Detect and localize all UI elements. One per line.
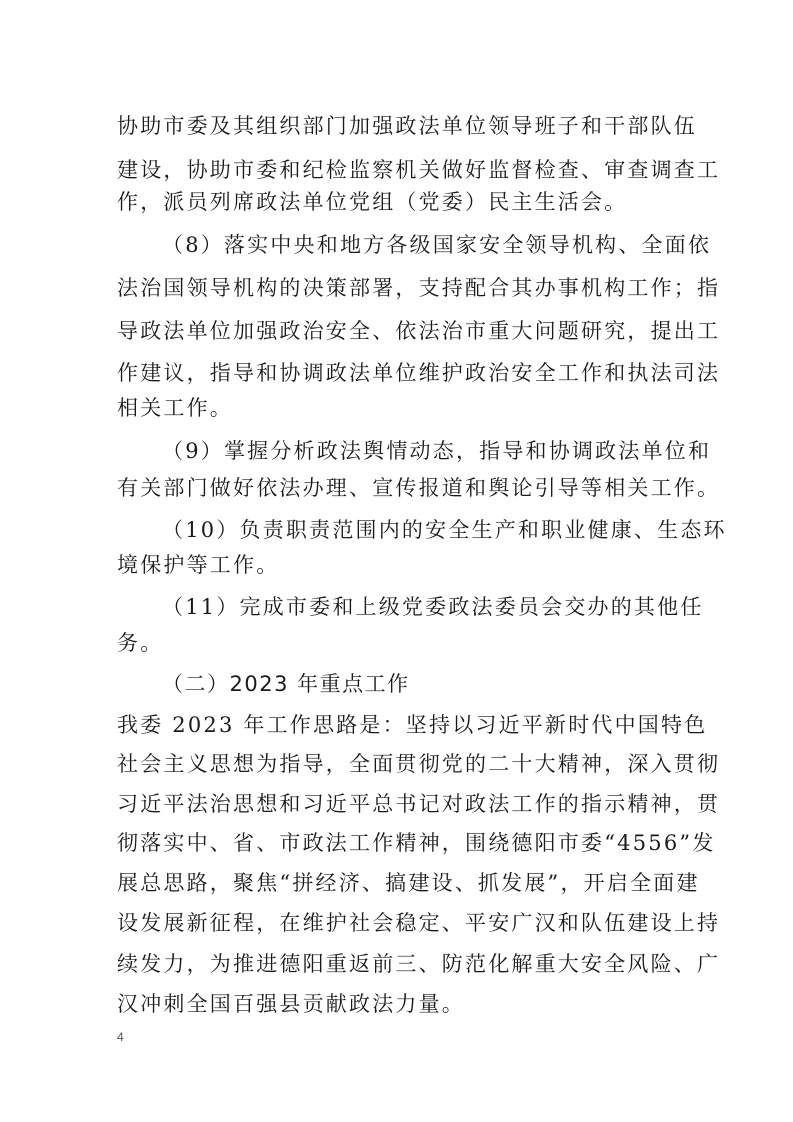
- body-text-line: 汉冲刺全国百强县贡献政法力量。: [117, 992, 465, 1016]
- body-text-line: （8）落实中央和地方各级国家安全领导机构、全面依: [162, 233, 712, 257]
- body-text-line: 导政法单位加强政治安全、依法治市重大问题研究，提出工: [117, 319, 721, 343]
- body-text-line: 相关工作。: [117, 396, 233, 420]
- body-text-line: 协助市委及其组织部门加强政法单位领导班子和干部队伍: [117, 114, 697, 138]
- page-number: 4: [117, 1030, 124, 1044]
- body-text-line: 务。: [117, 631, 164, 655]
- body-text-line: 展总思路，聚焦“拼经济、搞建设、抓发展”，开启全面建: [117, 871, 700, 895]
- body-text-line: （9）掌握分析政法舆情动态，指导和协调政法单位和: [162, 439, 712, 463]
- body-text-line: 作，派员列席政法单位党组（党委）民主生活会。: [117, 190, 628, 214]
- body-text-line: 建设，协助市委和纪检监察机关做好监督检查、审查调查工: [117, 158, 721, 182]
- section-heading: （二）2023 年重点工作: [162, 672, 410, 696]
- body-text-line: 彻落实中、省、市政法工作精神，围绕德阳市委“4556”发: [117, 831, 716, 855]
- body-text-line: （11）完成市委和上级党委政法委员会交办的其他任: [162, 595, 704, 619]
- body-text-line: 有关部门做好依法办理、宣传报道和舆论引导等相关工作。: [117, 476, 721, 500]
- body-text-line: 作建议，指导和协调政法单位维护政治安全工作和执法司法: [117, 361, 721, 385]
- body-text-line: 境保护等工作。: [117, 553, 280, 577]
- body-text-line: 习近平法治思想和习近平总书记对政法工作的指示精神，贯: [117, 792, 721, 816]
- body-text-line: （10）负责职责范围内的安全生产和职业健康、生态环: [162, 518, 727, 542]
- body-text-line: 续发力，为推进德阳重返前三、防范化解重大安全风险、广: [117, 952, 721, 976]
- body-text-line: 我委 2023 年工作思路是：坚持以习近平新时代中国特色: [117, 713, 708, 737]
- body-text-line: 社会主义思想为指导，全面贯彻党的二十大精神，深入贯彻: [117, 752, 721, 776]
- body-text-line: 法治国领导机构的决策部署，支持配合其办事机构工作；指: [117, 276, 721, 300]
- body-text-line: 设发展新征程，在维护社会稳定、平安广汉和队伍建设上持: [117, 911, 721, 935]
